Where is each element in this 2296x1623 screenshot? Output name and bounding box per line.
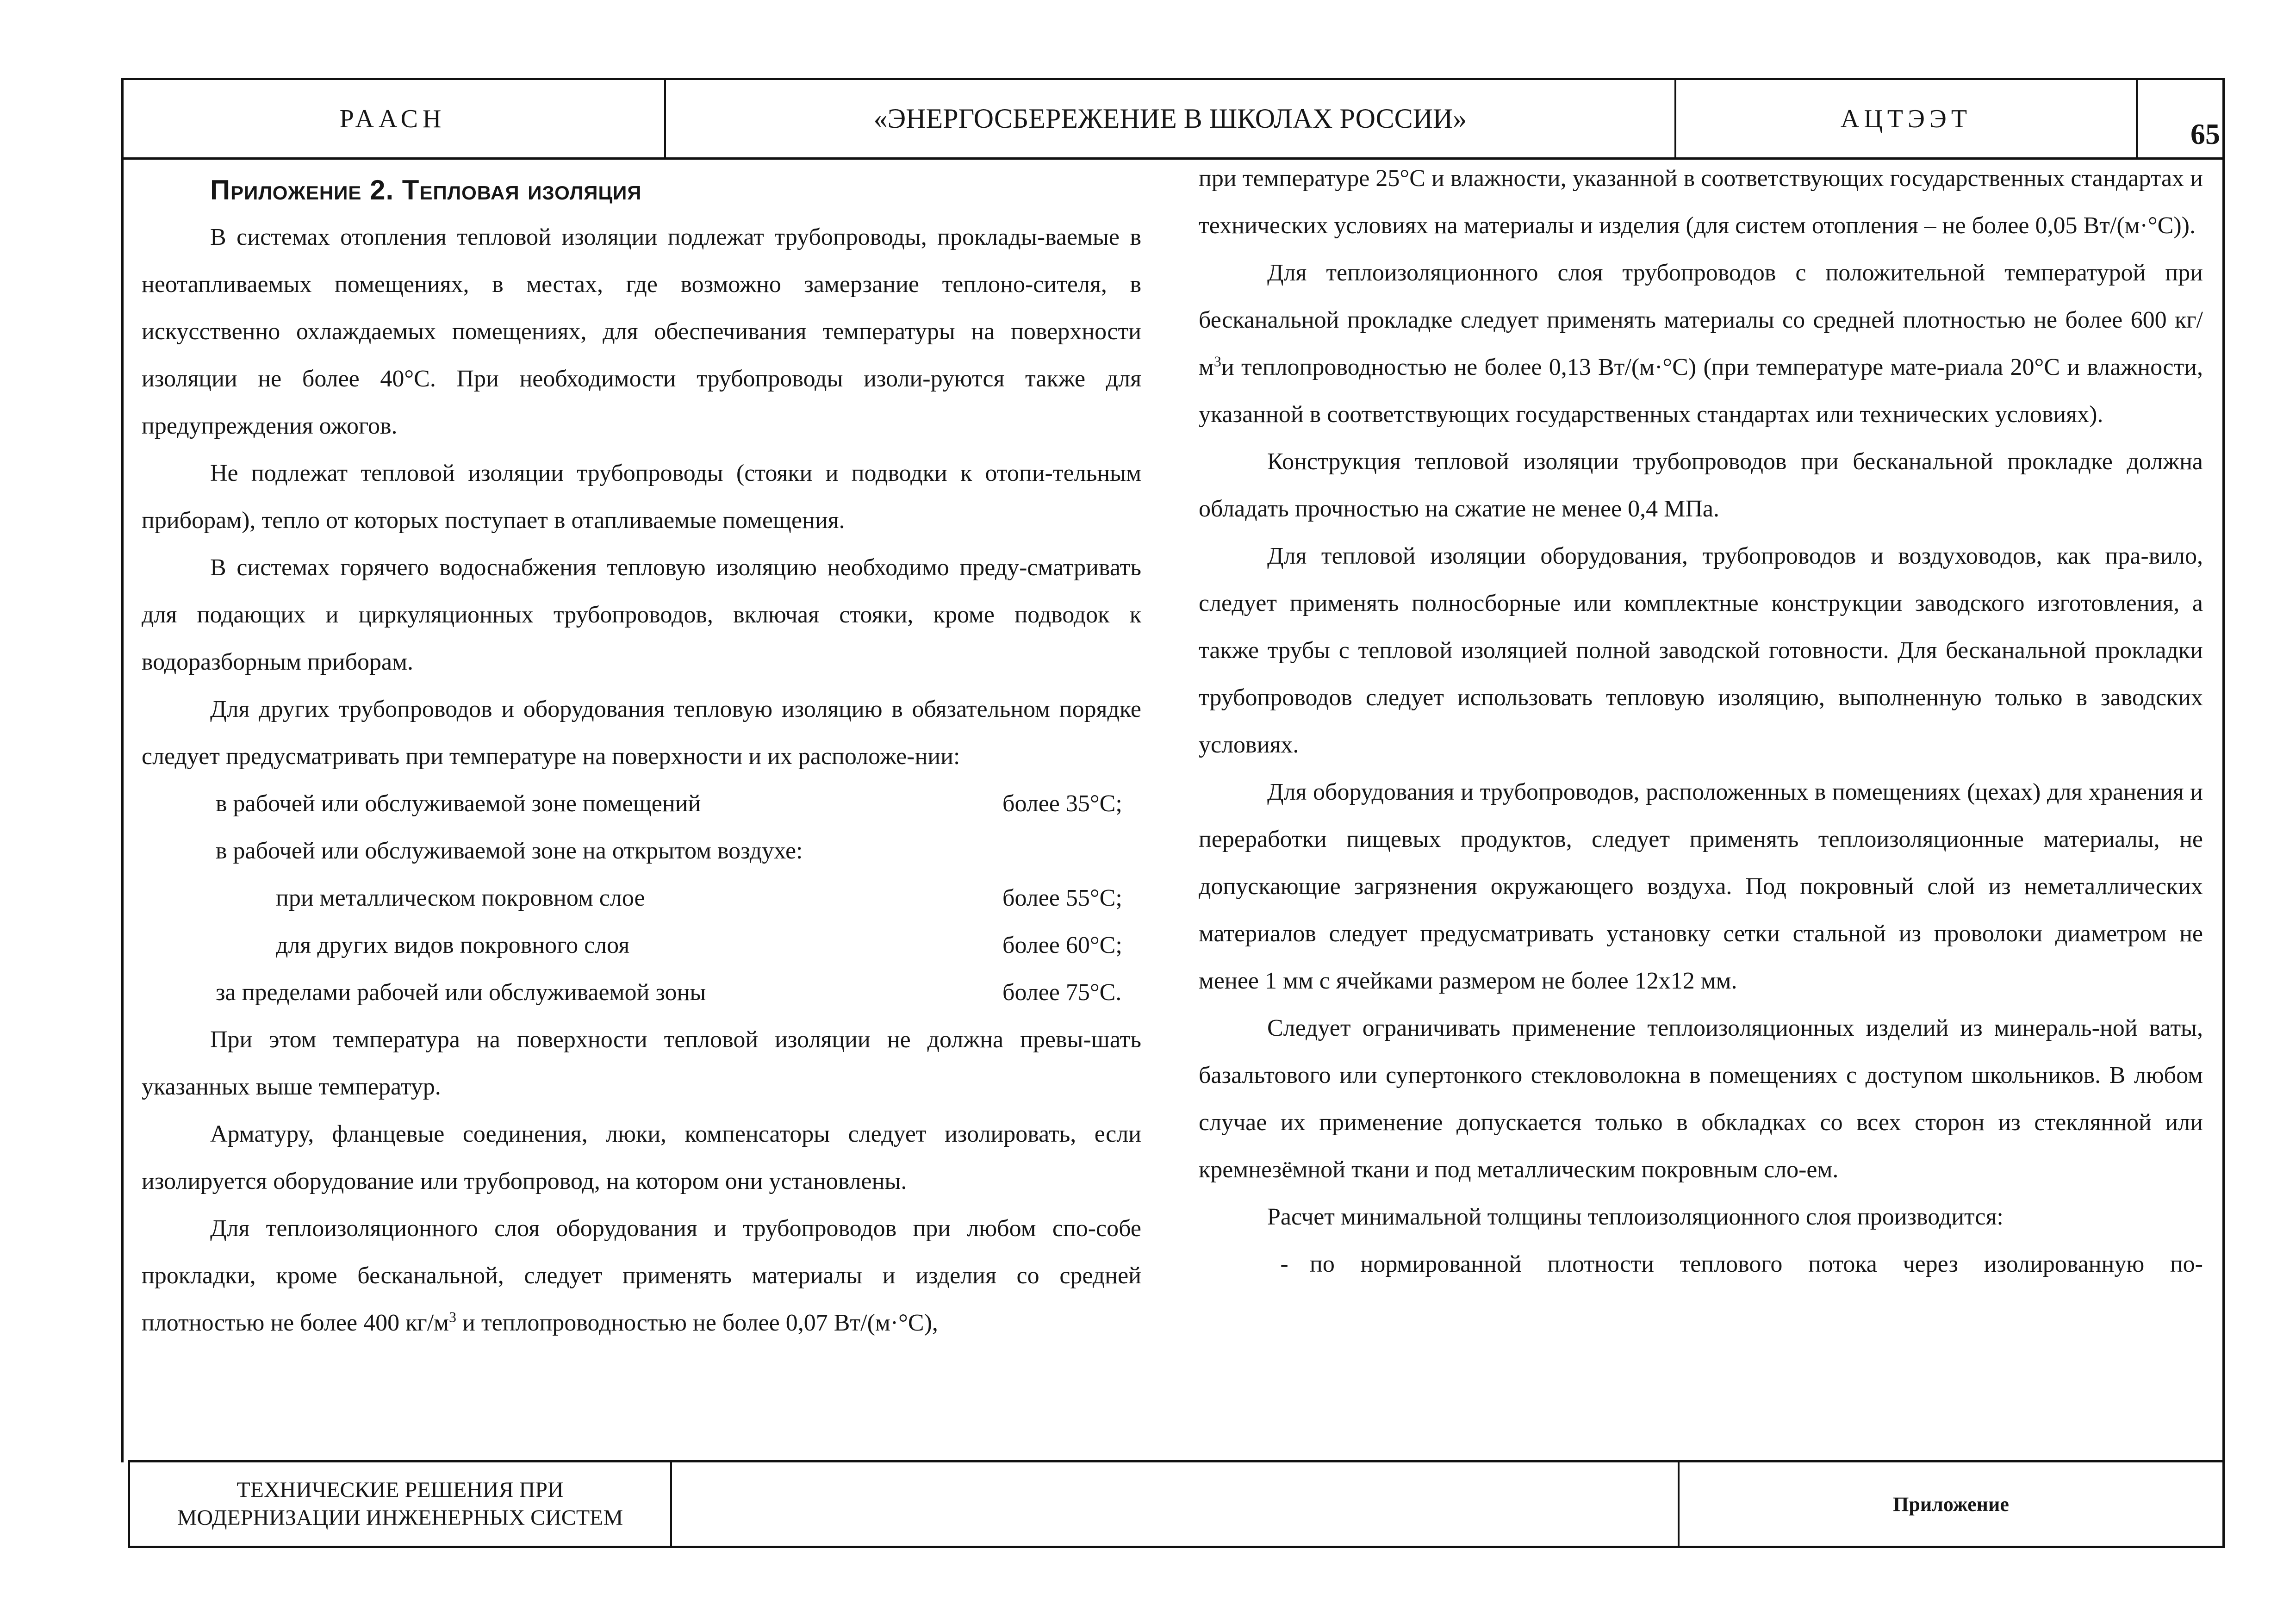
paragraph: При этом температура на поверхности тепловой изоляции не должна превы-шать указанных выше температур. [142, 1026, 1141, 1100]
criterion-label: при металлическом покровном слое [276, 885, 645, 911]
page-heading: Приложение 2. Тепловая изоляция [210, 174, 642, 205]
bullet-dash: - [1280, 1251, 1288, 1277]
criterion-value: более 55°С; [1002, 885, 1122, 911]
criterion-row [142, 875, 1141, 922]
paragraph: Для оборудования и трубопроводов, расположенных в помещениях (цехах) для хранения и переработки пищевых продуктов, следует применять теплоизоляционные материалы, не допускающие загрязнения окружающего воздуха. Под покровный слой из неметаллических материалов следует предусматривать установку сетки стальной из проволоки диаметром не менее 1 мм с ячейками размером не более 12х12 мм. [1199, 779, 2203, 994]
paragraph: при температуре 25°С и влажности, указанной в соответствующих государственных стандартах и технических условиях на материалы и изделия (для систем отопления – не более 0,05 Вт/(м·°С)). [1199, 165, 2203, 239]
superscript: 3 [449, 1308, 457, 1325]
criterion-row [142, 827, 1141, 875]
paragraph: Не подлежат тепловой изоляции трубопроводы (стояки и подводки к отопи-тельным приборам), тепло от которых поступает в отапливаемые помещения. [142, 460, 1141, 534]
paragraph-text: и теплопроводностью не более 0,07 Вт/(м·°С), [456, 1310, 938, 1336]
footer-center [672, 1462, 1678, 1546]
bullet-text: по нормированной плотности теплового потока через изолированную по- [1310, 1251, 2203, 1277]
criterion-label: за пределами рабочей или обслуживаемой зоны [216, 979, 706, 1006]
paragraph [1199, 249, 2203, 438]
criterion-value: более 60°С; [1002, 932, 1122, 958]
header-org-left: РААСН [339, 104, 446, 133]
criterion-value [1002, 827, 1141, 875]
left-column [142, 167, 1141, 1347]
paragraph: В системах горячего водоснабжения тепловую изоляцию необходимо преду-сматривать для подающих и циркуляционных трубопроводов, включая стояки, кроме подводок к водоразборным приборам. [142, 554, 1141, 675]
superscript: 3 [1213, 353, 1221, 370]
paragraph: Конструкция тепловой изоляции трубопроводов при бесканальной прокладке должна обладать прочностью на сжатие не менее 0,4 МПа. [1199, 448, 2203, 522]
paragraph-text: Для теплоизоляционного слоя оборудования и трубопроводов при любом спо-собе прокладки, кроме бесканальной, следует применять материалы и изделия со средней плотностью не более 400 кг/м [142, 1215, 1141, 1336]
bullet-item [1199, 1241, 2203, 1288]
paragraph-text: Для теплоизоляционного слоя трубопроводов с положительной температурой при бесканальной прокладке следует применять материалы со средней плотностью не более 600 кг/ м [1199, 260, 2203, 380]
criterion-row [142, 922, 1141, 969]
footer-appendix-label: Приложение [1893, 1492, 2009, 1516]
paragraph: Для других трубопроводов и оборудования тепловую изоляцию в обязательном порядке следует предусматривать при температуре на поверхности и их расположе-нии: [142, 696, 1141, 770]
criterion-row [142, 780, 1141, 827]
criterion-value: более 75°С. [1002, 979, 1122, 1006]
body-right-border [2222, 160, 2225, 1462]
paragraph: Для тепловой изоляции оборудования, трубопроводов и воздуховодов, как пра-вило, следует применять полносборные или комплектные конструкции заводского изготовления, а также трубы с тепловой изоляцией полной заводской готовности. Для бесканальной прокладки трубопроводов следует использовать тепловую изоляцию, выполненную только в заводских условиях. [1199, 543, 2203, 758]
paragraph: Арматуру, фланцевые соединения, люки, компенсаторы следует изолировать, если изолируется оборудование или трубопровод, на котором они установлены. [142, 1121, 1141, 1194]
criterion-label: для других видов покровного слоя [276, 932, 630, 958]
right-column [1199, 155, 2203, 1288]
header-org-right: АЦТЭЭТ [1840, 104, 1972, 133]
page-number: 65 [2190, 118, 2220, 150]
paragraph: В системах отопления тепловой изоляции подлежат трубопроводы, проклады-ваемые в неотапливаемых помещениях, в местах, где возможно замерзание теплоно-сителя, в искусственно охлаждаемых помещениях, для обеспечивания температуры на поверхности изоляции не более 40°С. При необходимости трубопроводы изоли-руются также для предупреждения ожогов. [142, 224, 1141, 439]
criterion-value: более 35°С; [1002, 790, 1122, 817]
criterion-row [142, 969, 1141, 1016]
paragraph: Следует ограничивать применение теплоизоляционных изделий из минераль-ной ваты, базальтового или супертонкого стекловолокна в помещениях с доступом школьников. В любом случае их применение допускается только в обкладках со всех сторон из стеклянной или кремнезёмной ткани и под металлическим покровным сло-ем. [1199, 1015, 2203, 1183]
paragraph [142, 1205, 1141, 1347]
criterion-label: в рабочей или обслуживаемой зоне на открытом воздухе: [216, 838, 803, 864]
body-left-border [121, 160, 124, 1462]
header-title: «ЭНЕРГОСБЕРЕЖЕНИЕ В ШКОЛАХ РОССИИ» [873, 103, 1467, 134]
criterion-label: в рабочей или обслуживаемой зоне помещений [216, 790, 701, 817]
paragraph: Расчет минимальной толщины теплоизоляционного слоя производится: [1267, 1204, 2004, 1230]
footer-section-title: ТЕХНИЧЕСКИЕ РЕШЕНИЯ ПРИ МОДЕРНИЗАЦИИ ИНЖЕНЕРНЫХ СИСТЕМ [177, 1478, 623, 1530]
paragraph-text: и теплопроводностью не более 0,13 Вт/(м·°С) (при температуре мате-риала 20°С и влажности, указанной в соответствующих государственных стандартах или технических условиях). [1199, 354, 2203, 428]
